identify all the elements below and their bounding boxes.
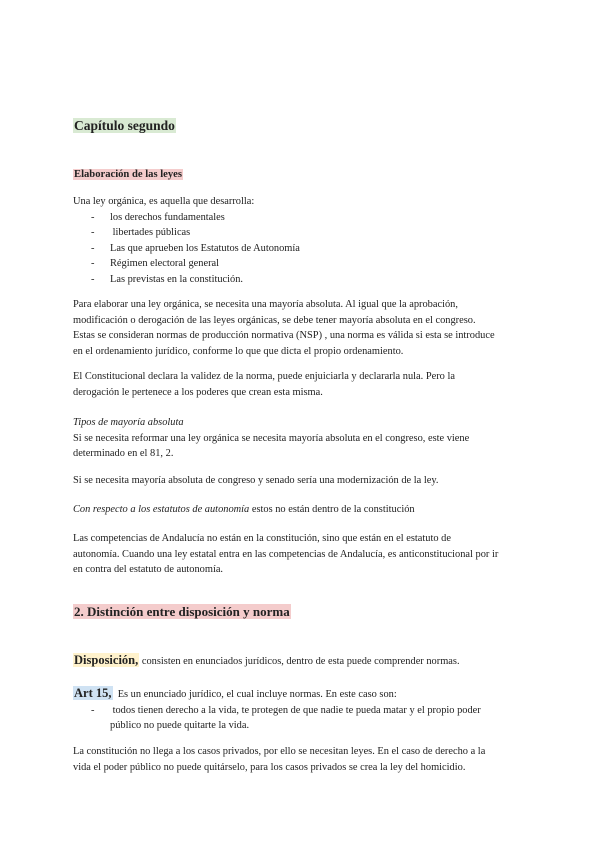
chapter-title: Capítulo segundo: [74, 118, 175, 133]
paragraph-line: El Constitucional declara la validez de la norma, puede enjuiciarla y declararla nula. Pero la: [73, 371, 455, 382]
paragraph-constitucional: [73, 369, 528, 400]
section2-heading: [73, 603, 291, 621]
chapter-heading: [73, 117, 176, 135]
paragraph-tipos: [73, 415, 528, 462]
paragraph-line: Estas se consideran normas de producción normativa (NSP) , una norma es válida si esta se introduce: [73, 330, 495, 341]
list-item-line: - todos tienen derecho a la vida, te protegen de que nadie te pueda matar y el propio poder: [110, 704, 481, 716]
list-item: [73, 703, 528, 734]
organic-law-list: [73, 210, 528, 288]
paragraph-constitucion-privados: [73, 744, 528, 775]
paragraph-line: en contra del estatuto de autonomía.: [73, 564, 224, 575]
organic-law-list-block: [73, 194, 528, 287]
section1-title: Elaboración de las leyes: [74, 169, 182, 180]
art-text: Es un enunciado jurídico, el cual incluye normas. En este caso son:: [112, 689, 397, 700]
paragraph-andalucia: [73, 531, 528, 578]
estatutos-italic: Con respecto a los estatutos de autonomía: [73, 504, 250, 515]
section2-title: 2. Distinción entre disposición y norma: [74, 604, 290, 619]
paragraph-line: vida el poder público no puede quitárselo, para los casos privados se crea la ley del homicidio.: [73, 761, 466, 773]
paragraph-line: autonomía. Cuando una ley estatal entra en las competencias de Andalucía, es anticonstitucional por ir: [73, 548, 499, 560]
disposicion-term: Disposición,: [74, 653, 139, 667]
paragraph-modernizacion: [73, 473, 528, 489]
paragraph-line: Para elaborar una ley orgánica, se necesita una mayoría absoluta. Al igual que la aprobación,: [73, 299, 458, 310]
list-item: - Las previstas en la constitución.: [73, 272, 528, 288]
art-term: Art 15,: [74, 686, 112, 700]
list-item: - los derechos fundamentales: [73, 210, 528, 226]
list-item: - libertades públicas: [73, 225, 528, 241]
paragraph-line: derogación le pertenece a los poderes que crean esta misma.: [73, 386, 323, 398]
paragraph-disposicion: [73, 653, 528, 670]
paragraph-line: Las competencias de Andalucía no están en la constitución, sino que están en el estatuto de: [73, 533, 451, 544]
art15-list: [73, 703, 528, 734]
paragraph-line: Si se necesita reformar una ley orgánica se necesita mayoría absoluta en el congreso, este viene: [73, 432, 470, 444]
list-item: - Las que aprueben los Estatutos de Autonomía: [73, 241, 528, 257]
paragraph-line: La constitución no llega a los casos privados, por ello se necesitan leyes. En el caso de derecho a la: [73, 746, 486, 757]
list-item-line: público no puede quitarte la vida.: [110, 720, 250, 731]
paragraph-art15: [73, 686, 528, 734]
estatutos-text: estos no están dentro de la constitución: [249, 504, 415, 515]
tipos-heading: Tipos de mayoría absoluta: [73, 417, 184, 428]
disposicion-text: consisten en enunciados jurídicos, dentro de esta puede comprender normas.: [139, 656, 460, 667]
paragraph-line: Si se necesita mayoría absoluta de congreso y senado sería una modernización de la ley.: [73, 475, 439, 486]
paragraph-estatutos: [73, 502, 528, 518]
list-intro: Una ley orgánica, es aquella que desarrolla:: [73, 196, 255, 207]
list-item: - Régimen electoral general: [73, 256, 528, 272]
paragraph-mayoria: [73, 297, 528, 359]
paragraph-line: determinado en el 81, 2.: [73, 448, 174, 459]
paragraph-line: en el ordenamiento jurídico, conforme lo que que dicta el propio ordenamiento.: [73, 345, 404, 357]
section1-heading: [73, 164, 183, 182]
paragraph-line: modificación o derogación de las leyes orgánicas, se debe tener mayoría absoluta en el congreso.: [73, 314, 476, 326]
